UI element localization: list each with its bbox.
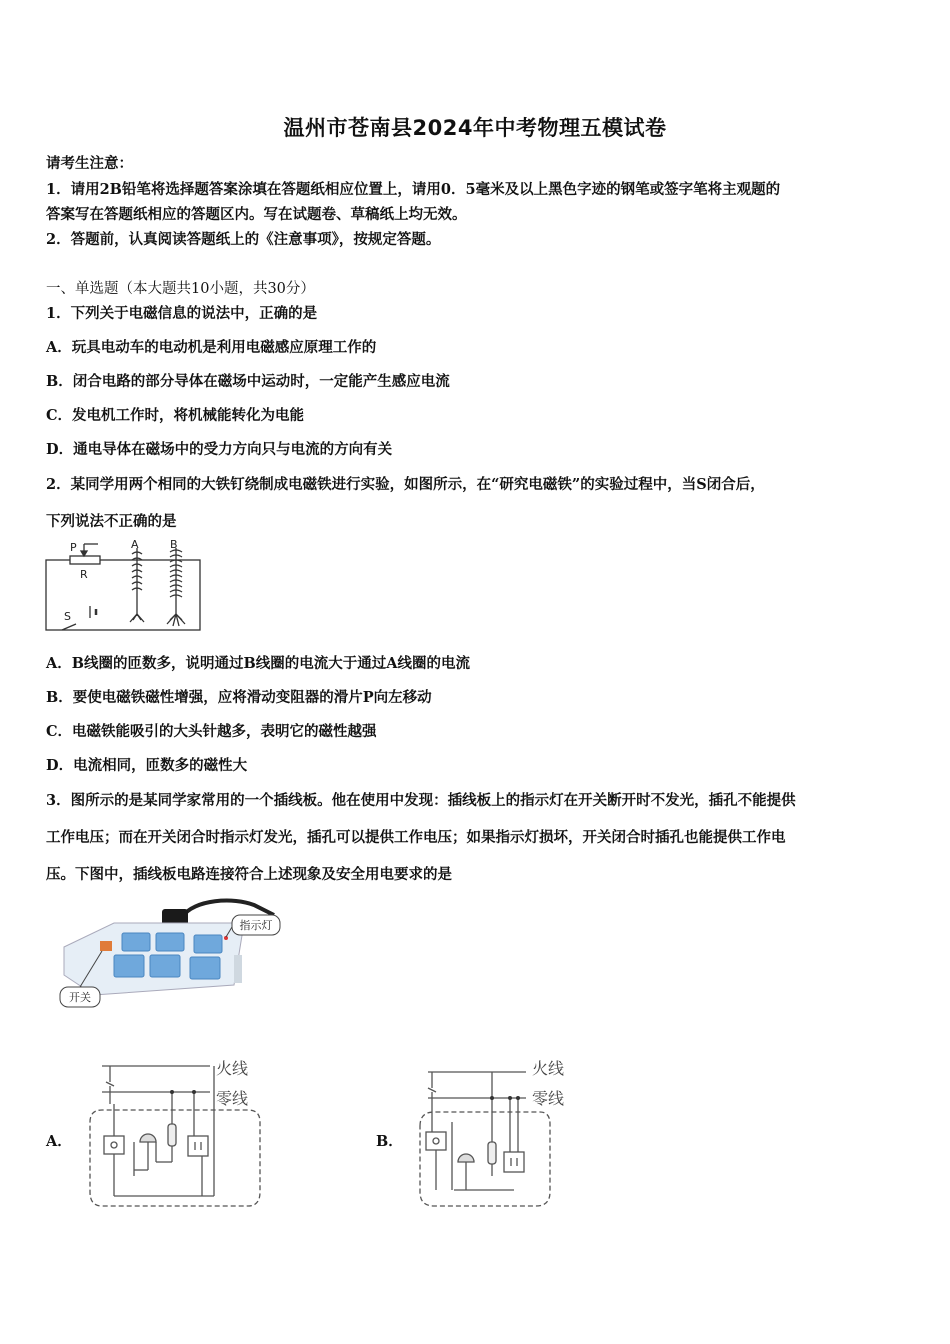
coil-a [130, 548, 144, 622]
socket-icon [504, 1152, 524, 1172]
label-r: R [80, 568, 88, 581]
q2-stem-line-1: 2．某同学用两个相同的大铁钉绕制成电磁铁进行实验，如图所示，在“研究电磁铁”的实验过程中，当S闭合后， [46, 476, 765, 493]
q3-stem-line-1: 3．图所示的是某同学家常用的一个插线板。他在使用中发现：插线板上的指示灯在开关断开时不发光，插孔不能提供 [46, 792, 796, 809]
q1-stem: 1．下列关于电磁信息的说法中，正确的是 [46, 305, 318, 322]
q2-option-d: D．电流相同，匝数多的磁性大 [46, 757, 248, 774]
q2-option-b: B．要使电磁铁磁性增强，应将滑动变阻器的滑片P向左移动 [46, 689, 432, 706]
q3-option-b-label: B． [376, 1133, 403, 1150]
section-heading: 一、单选题（本大题共10小题，共30分） [46, 281, 315, 297]
q3-stem-line-2: 工作电压；而在开关闭合时指示灯发光，插孔可以提供工作电压；如果指示灯损坏，开关闭合时插孔也能提供工作电 [46, 829, 786, 846]
indicator-label: 指示灯 [239, 919, 273, 932]
circuit-option-b [414, 1050, 580, 1212]
notice-heading: 请考生注意： [46, 155, 133, 172]
page-title: 温州市苍南县2024年中考物理五模试卷 [283, 116, 667, 140]
q1-option-c: C．发电机工作时，将机械能转化为电能 [46, 407, 305, 424]
q3-stem-line-3: 压。下图中，插线板电路连接符合上述现象及安全用电要求的是 [46, 866, 452, 883]
q3-option-a-label: A． [46, 1133, 72, 1150]
q1-option-d: D．通电导体在磁场中的受力方向只与电流的方向有关 [46, 441, 393, 458]
label-a: A [131, 538, 139, 551]
lamp-icon [458, 1154, 474, 1162]
q2-option-c: C．电磁铁能吸引的大头针越多，表明它的磁性越强 [46, 723, 377, 740]
socket-icon [188, 1136, 208, 1156]
switch-icon [100, 941, 112, 951]
switch-s [62, 624, 76, 630]
q2-stem-line-2: 下列说法不正确的是 [46, 513, 177, 530]
q2-option-a: A．B线圈的匝数多，说明通过B线圈的电流大于通过A线圈的电流 [46, 655, 471, 672]
neutral-label-a: 零线 [216, 1089, 249, 1108]
notice-item-1-line-2: 答案写在答题纸相应的答题区内。写在试题卷、草稿纸上均无效。 [46, 206, 467, 223]
label-p: P [70, 541, 77, 554]
label-b: B [170, 538, 178, 551]
rheostat-r [70, 556, 100, 564]
lamp-icon [140, 1134, 156, 1142]
label-s: S [64, 610, 71, 623]
switch-label: 开关 [69, 991, 91, 1004]
circuit-option-a [84, 1052, 264, 1212]
power-strip-photo [44, 895, 290, 1015]
resistor-icon [488, 1142, 496, 1164]
resistor-icon [168, 1124, 176, 1146]
strip-outline [420, 1112, 550, 1206]
neutral-label-b: 零线 [532, 1089, 565, 1108]
switch-box-icon [426, 1132, 446, 1150]
q1-option-b: B．闭合电路的部分导体在磁场中运动时，一定能产生感应电流 [46, 373, 450, 390]
switch-box-icon [104, 1136, 124, 1154]
live-label-a: 火线 [216, 1059, 249, 1078]
live-label-b: 火线 [532, 1059, 565, 1078]
notice-item-2: 2．答题前，认真阅读答题纸上的《注意事项》，按规定答题。 [46, 231, 441, 248]
electromagnet-circuit-figure [40, 536, 210, 638]
q1-option-a: A．玩具电动车的电动机是利用电磁感应原理工作的 [46, 339, 377, 356]
notice-item-1-line-1: 1．请用2B铅笔将选择题答案涂填在答题纸相应位置上，请用0．5毫米及以上黑色字迹的钢笔或签字笔将主观题的 [46, 181, 781, 198]
